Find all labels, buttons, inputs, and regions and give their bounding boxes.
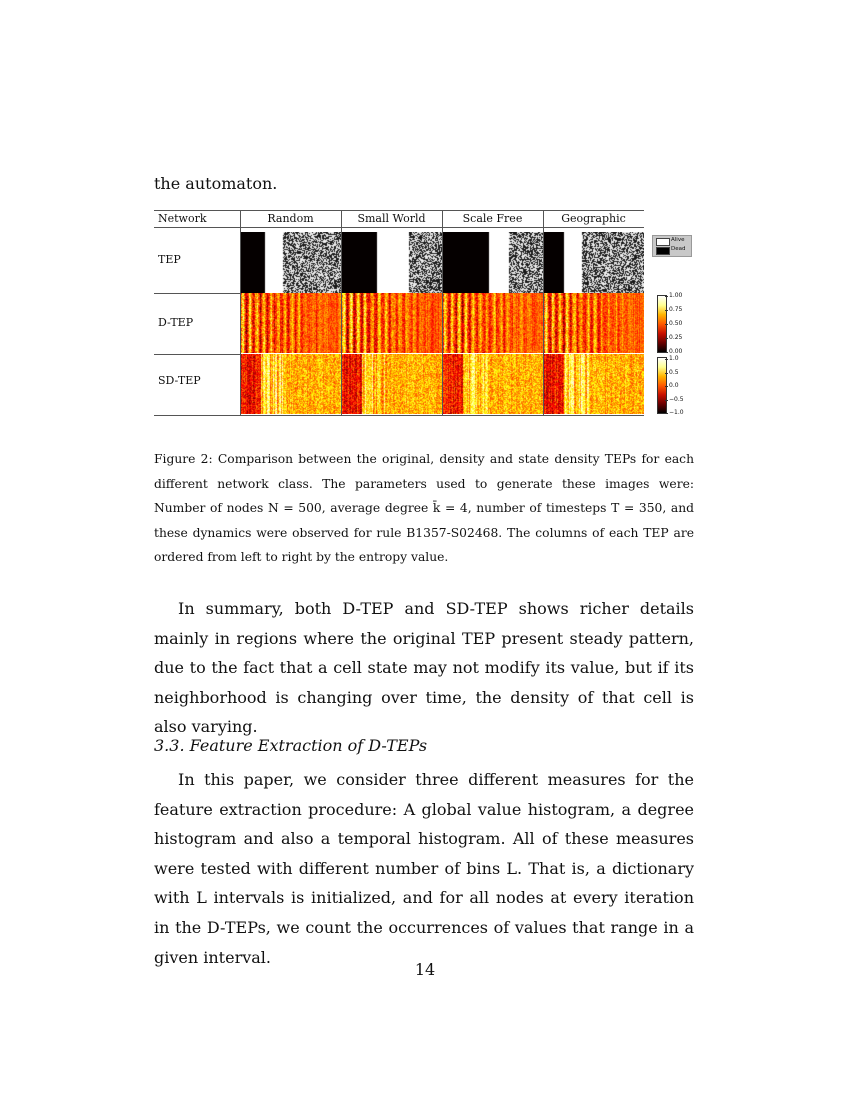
paragraph-summary-text: In summary, both D-TEP and SD-TEP shows richer details mainly in regions where the original TEP present steady pattern, due to the fact that a cell state may not modify its value, but if its neighborhood is changing over time, the density of that cell is also varying. <box>154 599 694 737</box>
colorbar-tick: 0.75 <box>669 306 683 313</box>
paragraph-summary <box>154 594 694 742</box>
section-heading: 3.3. Feature Extraction of D-TEPs <box>154 736 428 755</box>
page-number: 14 <box>414 960 436 979</box>
row-label-sd-tep: SD-TEP <box>158 374 201 387</box>
heatmap-panel <box>443 293 543 353</box>
tep-legend <box>652 235 692 257</box>
colorbar-tick: 0.00 <box>669 348 683 355</box>
heatmap-panel <box>443 354 543 414</box>
colorbar-tick: −1.0 <box>669 409 684 416</box>
row-label-tep: TEP <box>158 253 181 266</box>
heatmap-panel <box>241 293 341 353</box>
colorbar-tick: −0.5 <box>669 396 684 403</box>
table-bottom-rule <box>154 415 644 416</box>
colorbar-tick: 0.0 <box>669 382 679 389</box>
colorbar-tick: 0.25 <box>669 334 683 341</box>
colorbar-tick: 1.00 <box>669 292 683 299</box>
header-random: Random <box>267 212 314 225</box>
heatmap-panel <box>241 354 341 414</box>
colorbar-tick: 1.0 <box>669 355 679 362</box>
alive-label: Alive <box>671 237 685 243</box>
header-geographic: Geographic <box>561 212 626 225</box>
paragraph-feature-extraction <box>154 765 694 972</box>
table-header-rule <box>154 227 644 228</box>
heatmap-panel <box>544 293 644 353</box>
dead-swatch <box>656 247 670 255</box>
header-scale-free: Scale Free <box>462 212 523 225</box>
colorbar-tick: 0.50 <box>669 320 683 327</box>
row-label-d-tep: D-TEP <box>158 316 194 329</box>
heatmap-panel <box>342 293 442 353</box>
lead-text: the automaton. <box>154 174 278 193</box>
dead-label: Dead <box>671 246 686 252</box>
heatmap-panel <box>342 354 442 414</box>
colorbar-tick: 0.5 <box>669 369 679 376</box>
heatmap-panel <box>544 354 644 414</box>
header-network: Network <box>158 212 207 225</box>
figure-caption: Figure 2: Comparison between the original, density and state density TEPs for each different network class. The parameters used to generate these images were: Number of nodes N = 500, average degree k̄ = 4, number of timesteps T = 350, and these dynamics were observed for rule B1357-S02468. The columns of each TEP are ordered from left to right by the entropy value. <box>154 452 694 565</box>
header-small-world: Small World <box>357 212 426 225</box>
alive-swatch <box>656 238 670 246</box>
paragraph-feature-extraction-text: In this paper, we consider three different measures for the feature extraction procedure: A global value histogram, a degree histogram and also a temporal histogram. All of these measures were tested with different number of bins L. That is, a dictionary with L intervals is initialized, and for all nodes at every iteration in the D-TEPs, we count the occurrences of values that range in a given interval. <box>154 770 694 967</box>
